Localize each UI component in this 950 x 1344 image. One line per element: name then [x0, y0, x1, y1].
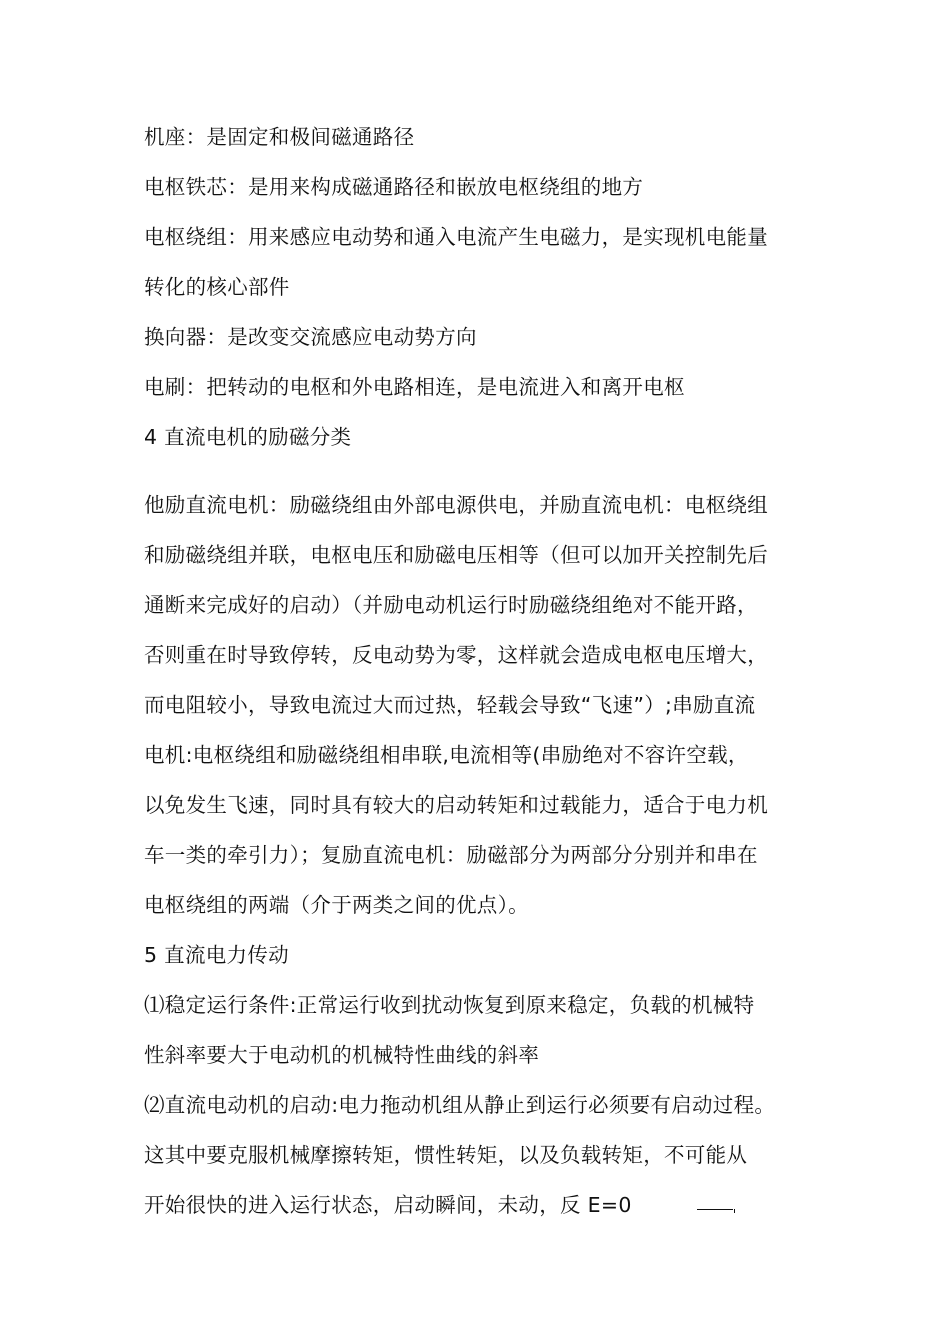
text-line-2: 电枢铁芯：是用来构成磁通路径和嵌放电枢绕组的地方	[144, 175, 644, 199]
text-line-14: 以免发生飞速，同时具有较大的启动转矩和过载能力，适合于电力机	[144, 793, 768, 817]
text-line-4: 转化的核心部件	[144, 275, 290, 299]
text-line-5: 换向器：是改变交流感应电动势方向	[144, 325, 477, 349]
text-line-6: 电刷：把转动的电枢和外电路相连，是电流进入和离开电枢	[144, 375, 685, 399]
trailing-underline-mark	[697, 1209, 733, 1210]
text-line-20: ⑵直流电动机的启动:电力拖动机组从静止到运行必须要有启动过程。	[144, 1093, 776, 1117]
text-line-21: 这其中要克服机械摩擦转矩，惯性转矩，以及负载转矩，不可能从	[144, 1143, 748, 1167]
text-line-18: ⑴稳定运行条件:正常运行收到扰动恢复到原来稳定，负载的机械特	[144, 993, 755, 1017]
section-heading-5: 5 直流电力传动	[144, 943, 289, 967]
text-line-3: 电枢绕组：用来感应电动势和通入电流产生电磁力，是实现机电能量	[144, 225, 768, 249]
text-line-9: 和励磁绕组并联，电枢电压和励磁电压相等（但可以加开关控制先后	[144, 543, 768, 567]
text-line-8: 他励直流电机：励磁绕组由外部电源供电，并励直流电机：电枢绕组	[144, 493, 768, 517]
text-line-15: 车一类的牵引力）；复励直流电机：励磁部分为两部分分别并和串在	[144, 843, 758, 867]
text-line-19: 性斜率要大于电动机的机械特性曲线的斜率	[144, 1043, 540, 1067]
text-line-11: 否则重在时导致停转，反电动势为零，这样就会造成电枢电压增大，	[144, 643, 768, 667]
section-heading-4: 4 直流电机的励磁分类	[144, 425, 352, 449]
text-line-10: 通断来完成好的启动）（并励电动机运行时励磁绕组绝对不能开路，	[144, 593, 758, 617]
text-line-22: 开始很快的进入运行状态，启动瞬间，未动，反 E=0	[144, 1193, 632, 1217]
text-line-12: 而电阻较小，导致电流过大而过热，轻载会导致“飞速”）;串励直流	[144, 693, 756, 717]
text-line-16: 电枢绕组的两端（介于两类之间的优点）。	[144, 893, 529, 917]
text-line-1: 机座：是固定和极间磁通路径	[144, 125, 415, 149]
text-line-13: 电机:电枢绕组和励磁绕组相串联,电流相等(串励绝对不容许空载，	[144, 743, 749, 767]
